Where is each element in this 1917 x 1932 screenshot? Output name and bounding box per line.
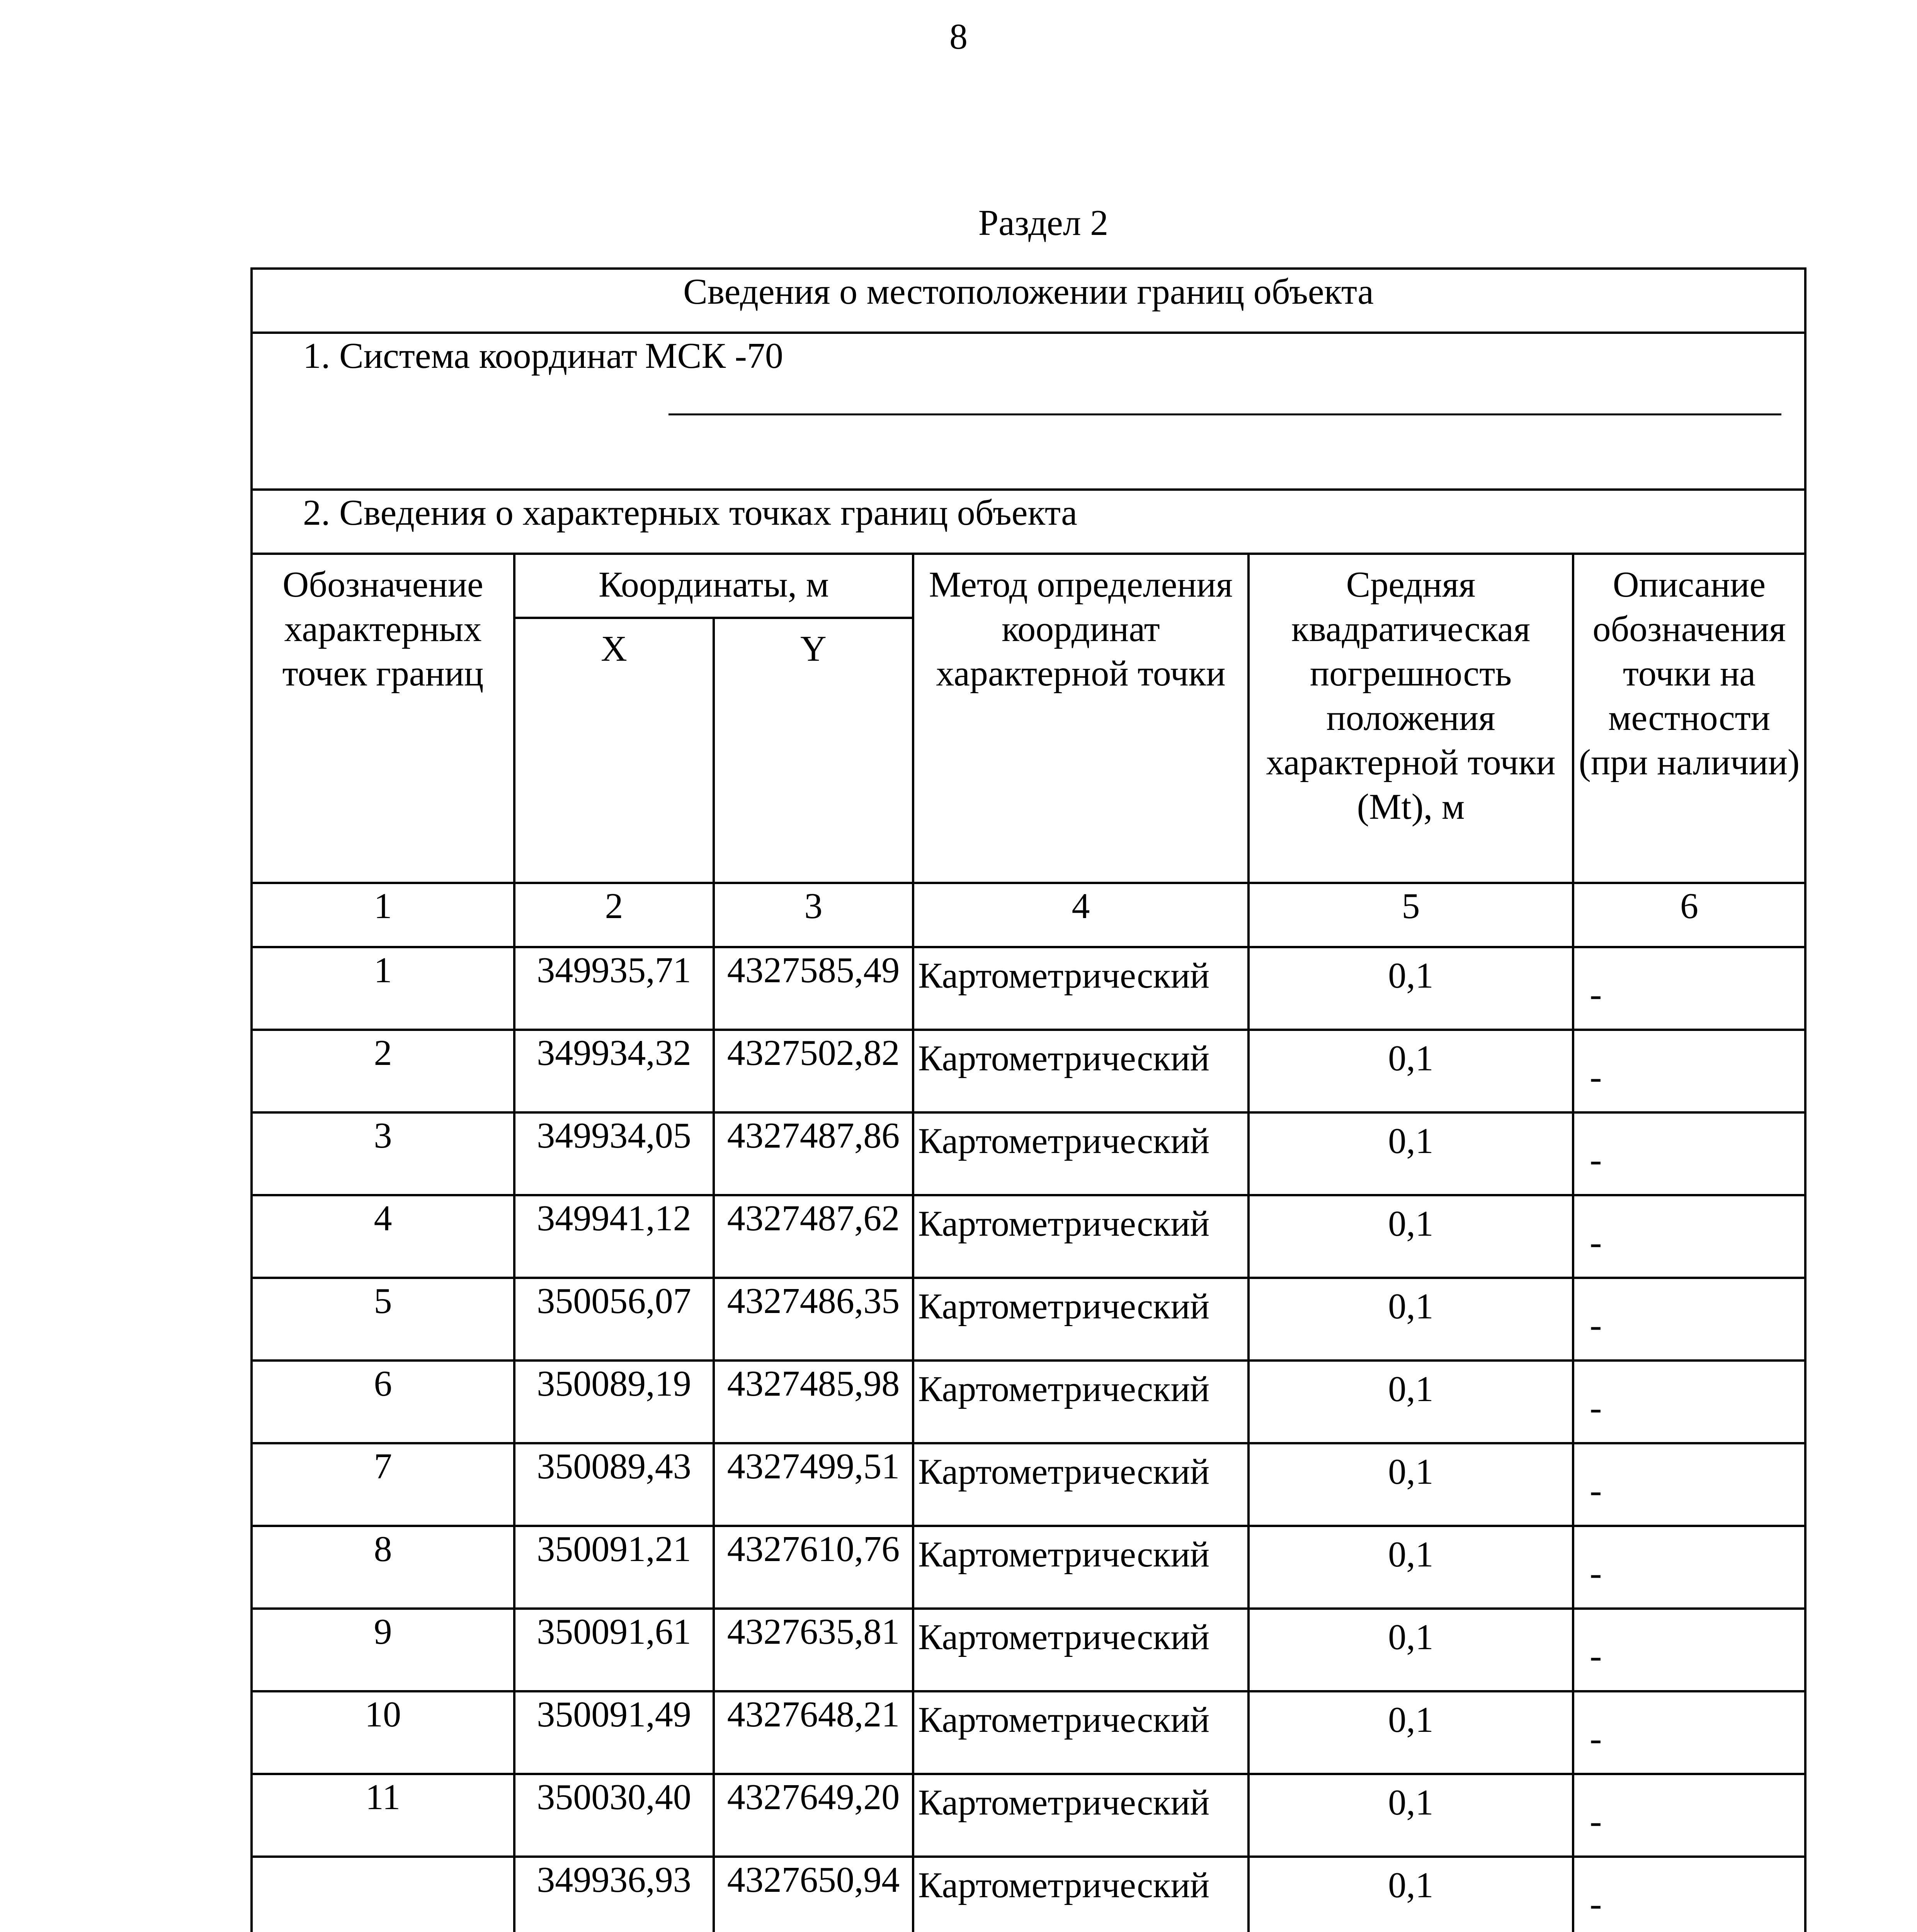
point-y: 4327485,98 [714, 1361, 913, 1443]
table-row [252, 1526, 1805, 1609]
point-x: 349934,05 [514, 1112, 714, 1195]
point-y: 4327502,82 [714, 1030, 913, 1112]
point-id: 9 [252, 1609, 514, 1691]
point-y: 4327499,51 [714, 1443, 913, 1526]
point-x: 350089,43 [514, 1443, 714, 1526]
point-mt: 0,1 [1249, 1609, 1573, 1691]
column-number: 3 [714, 883, 913, 947]
table-row [252, 1030, 1805, 1112]
table-row [252, 1443, 1805, 1526]
point-id: 5 [252, 1278, 514, 1361]
point-y: 4327649,20 [714, 1774, 913, 1857]
table-row [252, 947, 1805, 1030]
column-numbers-row [252, 883, 1805, 947]
point-x: 350091,49 [514, 1691, 714, 1774]
point-method: Картометрический [913, 1526, 1249, 1609]
point-x: 350091,21 [514, 1526, 714, 1609]
point-id: 11 [252, 1774, 514, 1857]
point-method: Картометрический [913, 1857, 1249, 1932]
point-mt: 0,1 [1249, 947, 1573, 1030]
point-method: Картометрический [913, 1691, 1249, 1774]
coordinate-system-value: МСК -70 [645, 336, 783, 376]
point-description: - [1573, 1112, 1805, 1195]
point-mt: 0,1 [1249, 1526, 1573, 1609]
column-number: 2 [514, 883, 714, 947]
point-mt: 0,1 [1249, 1857, 1573, 1932]
point-mt: 0,1 [1249, 1691, 1573, 1774]
point-id: 2 [252, 1030, 514, 1112]
point-x: 350030,40 [514, 1774, 714, 1857]
point-method: Картометрический [913, 1774, 1249, 1857]
table-row [252, 1361, 1805, 1443]
point-description: - [1573, 1030, 1805, 1112]
point-y: 4327486,35 [714, 1278, 913, 1361]
point-description: - [1573, 1609, 1805, 1691]
point-y: 4327487,86 [714, 1112, 913, 1195]
point-description: - [1573, 1195, 1805, 1278]
part2-heading: 2. Сведения о характерных точках границ объекта [252, 490, 1805, 554]
point-description: - [1573, 1443, 1805, 1526]
point-mt: 0,1 [1249, 1278, 1573, 1361]
point-id: 10 [252, 1691, 514, 1774]
header-error: Средняя квадратическая погрешность положения характерной точки (Mt), м [1249, 554, 1573, 883]
point-x: 349934,32 [514, 1030, 714, 1112]
point-x: 349935,71 [514, 947, 714, 1030]
header-designation: Обозначение характерных точек границ [252, 554, 514, 883]
point-method: Картометрический [913, 1443, 1249, 1526]
header-method: Метод определения координат характерной точки [913, 554, 1249, 883]
point-x: 349936,93 [514, 1857, 714, 1932]
point-method: Картометрический [913, 1361, 1249, 1443]
point-x: 350089,19 [514, 1361, 714, 1443]
table-row [252, 1774, 1805, 1857]
column-number: 6 [1573, 883, 1805, 947]
point-x: 350056,07 [514, 1278, 714, 1361]
point-mt: 0,1 [1249, 1030, 1573, 1112]
point-mt: 0,1 [1249, 1195, 1573, 1278]
point-method: Картометрический [913, 1112, 1249, 1195]
point-description: - [1573, 1361, 1805, 1443]
point-x: 349941,12 [514, 1195, 714, 1278]
point-description: - [1573, 1278, 1805, 1361]
table-row [252, 1857, 1805, 1932]
point-mt: 0,1 [1249, 1112, 1573, 1195]
point-y: 4327487,62 [714, 1195, 913, 1278]
section-title: Раздел 2 [978, 203, 1109, 243]
point-description: - [1573, 1857, 1805, 1932]
point-id: 1 [252, 947, 514, 1030]
header-description: Описание обозначения точки на местности (при наличии) [1573, 554, 1805, 883]
boundary-table [250, 267, 1806, 1932]
table-row [252, 1112, 1805, 1195]
point-mt: 0,1 [1249, 1774, 1573, 1857]
point-x: 350091,61 [514, 1609, 714, 1691]
point-method: Картометрический [913, 1609, 1249, 1691]
table-row [252, 1609, 1805, 1691]
point-description: - [1573, 947, 1805, 1030]
point-description: - [1573, 1526, 1805, 1609]
point-id [252, 1857, 514, 1932]
point-method: Картометрический [913, 1030, 1249, 1112]
table-row [252, 1691, 1805, 1774]
point-method: Картометрический [913, 1278, 1249, 1361]
coordinate-system-row [252, 333, 1805, 490]
header-x: X [514, 618, 714, 883]
point-y: 4327610,76 [714, 1526, 913, 1609]
header-y: Y [714, 618, 913, 883]
header-coordinates: Координаты, м [514, 554, 913, 618]
column-number: 5 [1249, 883, 1573, 947]
point-y: 4327585,49 [714, 947, 913, 1030]
coordinate-system-label: 1. Система координат [303, 336, 638, 376]
point-y: 4327648,21 [714, 1691, 913, 1774]
point-description: - [1573, 1691, 1805, 1774]
point-y: 4327650,94 [714, 1857, 913, 1932]
point-y: 4327635,81 [714, 1609, 913, 1691]
point-id: 3 [252, 1112, 514, 1195]
point-mt: 0,1 [1249, 1443, 1573, 1526]
point-id: 8 [252, 1526, 514, 1609]
point-id: 4 [252, 1195, 514, 1278]
point-id: 7 [252, 1443, 514, 1526]
table-row [252, 1195, 1805, 1278]
table-row [252, 1278, 1805, 1361]
table-title: Сведения о местоположении границ объекта [252, 269, 1805, 333]
point-mt: 0,1 [1249, 1361, 1573, 1443]
point-method: Картометрический [913, 1195, 1249, 1278]
point-id: 6 [252, 1361, 514, 1443]
column-number: 4 [913, 883, 1249, 947]
point-method: Картометрический [913, 947, 1249, 1030]
point-description: - [1573, 1774, 1805, 1857]
page-number: 8 [949, 17, 968, 57]
column-number: 1 [252, 883, 514, 947]
